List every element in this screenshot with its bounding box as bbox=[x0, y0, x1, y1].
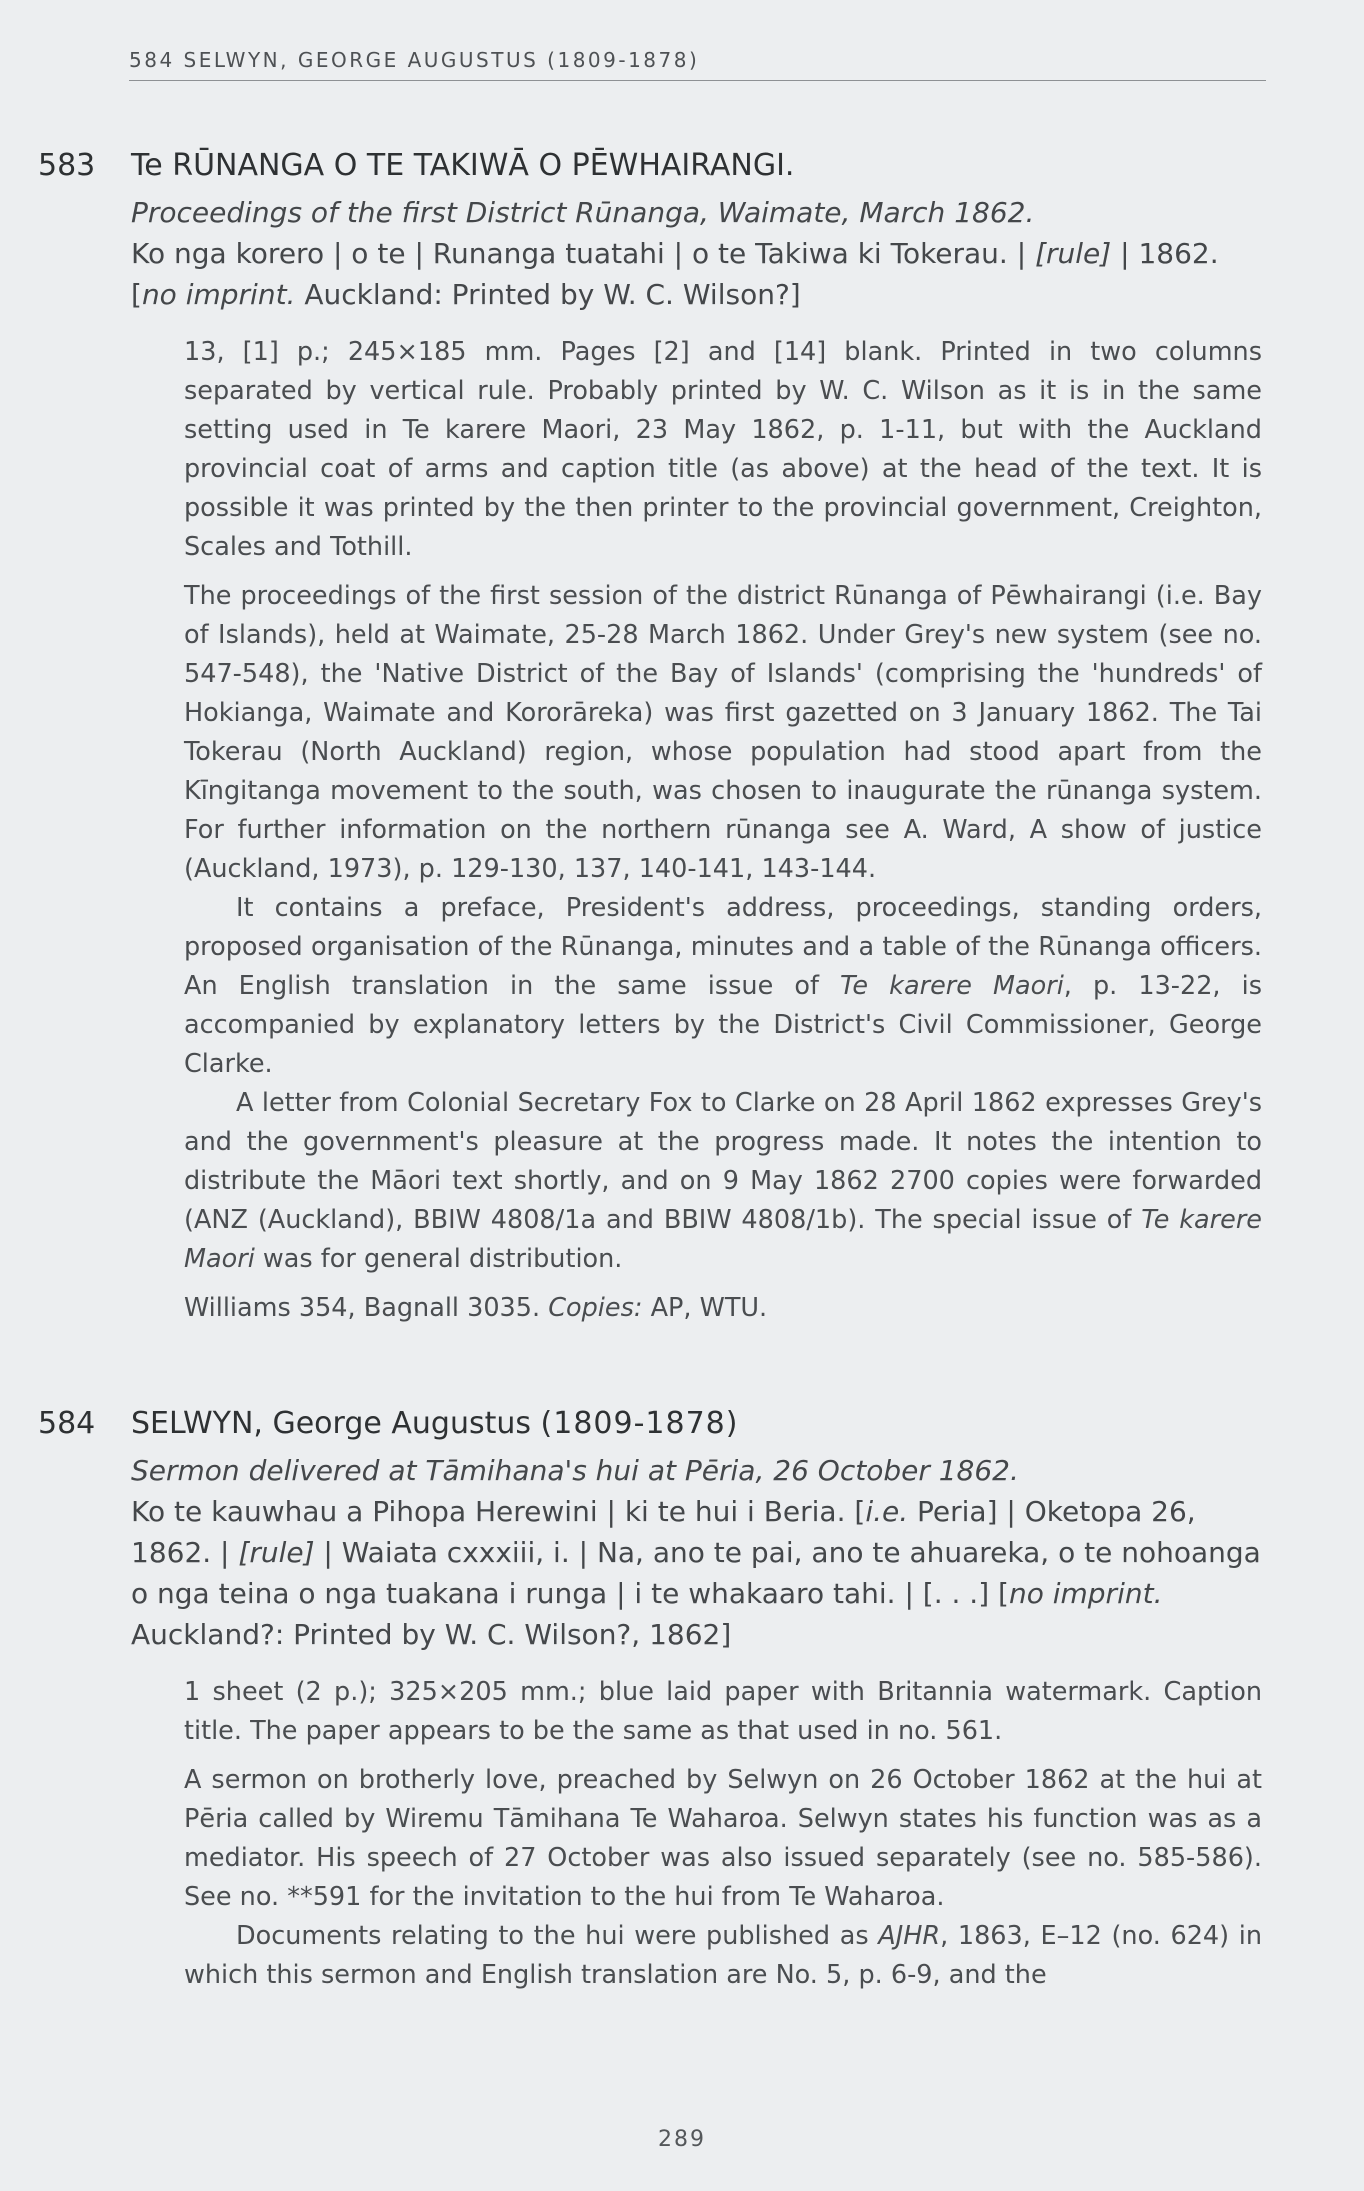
entry-subtitle: Proceedings of the first District Rūnanga, Waimate, March 1862. bbox=[131, 196, 1035, 229]
title-transcription: Ko nga korero | o te | Runanga tuatahi | o te Takiwa ki Tokerau. | [rule] | 1862. [no imprint. Auckland: Printed by W. C. Wilson?] bbox=[131, 237, 1219, 311]
page-number: 289 bbox=[658, 2127, 706, 2152]
entry-notes bbox=[184, 1673, 1262, 1995]
description-paragraph: It contains a preface, President's address, proceedings, standing orders, proposed organisation of the Rūnanga, minutes and a table of the Rūnanga officers. An English translation in the same issue of Te karere Maori, p. 13-22, is accompanied by explanatory letters by the District's Civil Commissioner, George Clarke. bbox=[184, 893, 1262, 1079]
description-paragraph: A letter from Colonial Secretary Fox to Clarke on 28 April 1862 expresses Grey's and the government's pleasure at the progress made. It notes the intention to distribute the Māori text shortly, and on 9 May 1862 2700 copies were forwarded (ANZ (Auckland), BBIW 4808/1a and BBIW 4808/1b). The special issue of Te karere Maori was for general distribution. bbox=[184, 1088, 1262, 1274]
entry-subtitle: Sermon delivered at Tāmihana's hui at Pēria, 26 October 1862. bbox=[131, 1454, 1019, 1487]
entry-heading: SELWYN, George Augustus (1809-1878) bbox=[131, 1406, 739, 1441]
running-head: 584 SELWYN, GEORGE AUGUSTUS (1809-1878) bbox=[129, 48, 1266, 81]
description-paragraph: Documents relating to the hui were published as AJHR, 1863, E–12 (no. 624) in which this sermon and English translation are No. 5, p. 6-9, and the bbox=[184, 1921, 1262, 1990]
entry-heading: Te RŪNANGA O TE TAKIWĀ O PĒWHAIRANGI. bbox=[131, 148, 795, 183]
entry-number: 583 bbox=[38, 148, 96, 183]
description-paragraph: The proceedings of the first session of the district Rūnanga of Pēwhairangi (i.e. Bay of Islands), held at Waimate, 25-28 March 1862. Under Grey's new system (see no. 547-548), the 'Native District of the Bay of Islands' (comprising the 'hundreds' of Hokianga, Waimate and Kororāreka) was first gazetted on 3 January 1862. The Tai Tokerau (North Auckland) region, whose population had stood apart from the Kīngitanga movement to the south, was chosen to inaugurate the rūnanga system. For further information on the northern rūnanga see A. Ward, A show of justice (Auckland, 1973), p. 129-130, 137, 140-141, 143-144. bbox=[184, 581, 1262, 884]
physical-description: 1 sheet (2 p.); 325×205 mm.; blue laid paper with Britannia watermark. Caption title. The paper appears to be the same as that used in no. 561. bbox=[184, 1677, 1262, 1746]
title-block bbox=[131, 192, 1271, 315]
entry-notes bbox=[184, 333, 1262, 1328]
physical-description: 13, [1] p.; 245×185 mm. Pages [2] and [14] blank. Printed in two columns separated by vertical rule. Probably printed by W. C. Wilson as it is in the same setting used in Te karere Maori, 23 May 1862, p. 1-11, but with the Auckland provincial coat of arms and caption title (as above) at the head of the text. It is possible it was printed by the then printer to the provincial government, Creighton, Scales and Tothill. bbox=[184, 337, 1262, 562]
entry-number: 584 bbox=[38, 1406, 96, 1441]
description-paragraph: A sermon on brotherly love, preached by Selwyn on 26 October 1862 at the hui at Pēria called by Wiremu Tāmihana Te Waharoa. Selwyn states his function was as a mediator. His speech of 27 October was also issued separately (see no. 585-586). See no. **591 for the invitation to the hui from Te Waharoa. bbox=[184, 1765, 1262, 1912]
title-transcription: Ko te kauwhau a Pihopa Herewini | ki te hui i Beria. [i.e. Peria] | Oketopa 26, 1862. | [rule] | Waiata cxxxiii, i. | Na, ano te pai, ano te ahuareka, o te nohoanga o nga teina o nga tuakana i runga | i te whakaaro tahi. | [. . .] [no imprint. Auckland?: Printed by W. C. Wilson?, 1862] bbox=[131, 1495, 1261, 1651]
title-block bbox=[131, 1450, 1271, 1655]
references: Williams 354, Bagnall 3035. Copies: AP, WTU. bbox=[184, 1293, 768, 1323]
